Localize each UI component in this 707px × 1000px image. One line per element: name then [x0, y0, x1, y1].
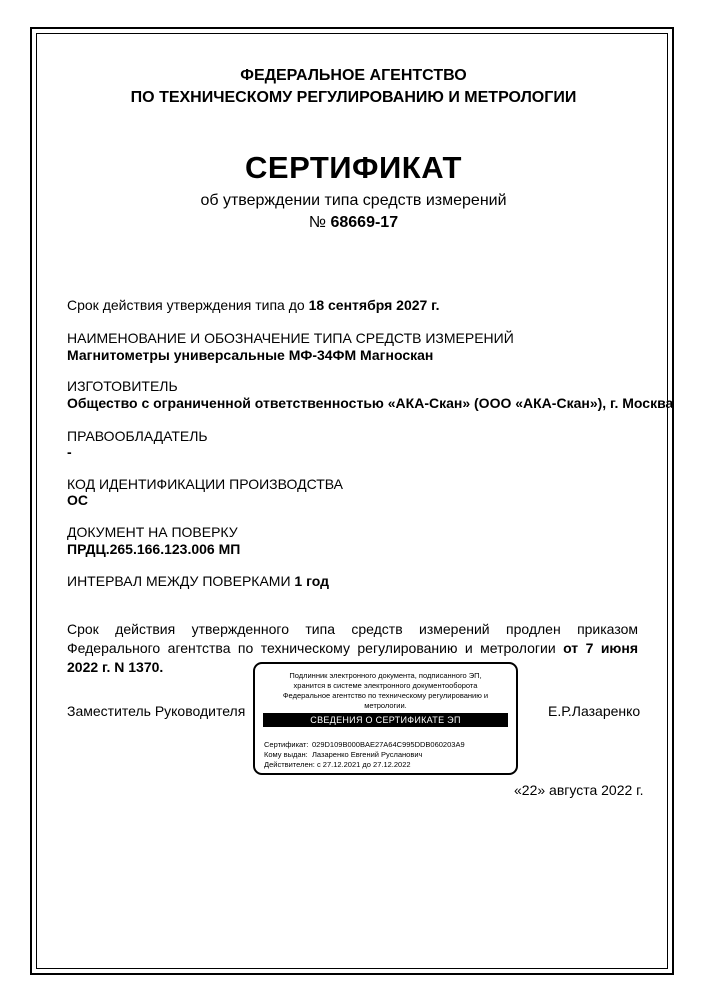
certificate-subtitle: об утверждении типа средств измерений — [200, 192, 507, 209]
agency-name-line-1: ФЕДЕРАЛЬНОЕ АГЕНТСТВО — [240, 67, 467, 84]
stamp-notice — [255, 671, 516, 711]
verification-doc-label: ДОКУМЕНТ НА ПОВЕРКУ — [67, 524, 238, 540]
verification-doc-value: ПРДЦ.265.166.123.006 МП — [67, 541, 241, 557]
stamp-issued-value: Лазаренко Евгений Русланович — [312, 750, 423, 759]
stamp-notice-line: хранится в системе электронного документооборота — [293, 681, 478, 690]
certificate-number-prefix: № — [308, 214, 331, 231]
stamp-valid-label: Действителен: — [264, 760, 315, 769]
electronic-signature-stamp — [253, 662, 518, 775]
rights-holder-value: - — [67, 444, 72, 460]
manufacturer-value: Общество с ограниченной ответственностью «АКА-Скан» (ООО «АКА-Скан»), г. Москва — [67, 395, 674, 411]
stamp-certificate-info — [264, 740, 465, 770]
interval-value: 1 год — [294, 573, 329, 589]
stamp-issued-label: Кому выдан: — [264, 750, 308, 759]
stamp-row-certificate — [264, 740, 465, 750]
stamp-valid-value: с 27.12.2021 до 27.12.2022 — [316, 760, 411, 769]
type-name-label: НАИМЕНОВАНИЕ И ОБОЗНАЧЕНИЕ ТИПА СРЕДСТВ ИЗМЕРЕНИЙ — [67, 330, 514, 346]
interval-label: ИНТЕРВАЛ МЕЖДУ ПОВЕРКАМИ — [67, 573, 295, 589]
validity-value: 18 сентября 2027 г. — [308, 297, 440, 313]
signer-role: Заместитель Руководителя — [67, 703, 246, 719]
issue-date: «22» августа 2022 г. — [514, 782, 644, 798]
type-name-value: Магнитометры универсальные МФ-34ФМ Магноскан — [67, 347, 434, 363]
stamp-row-valid — [264, 760, 465, 770]
extension-text: Срок действия утвержденного типа средств измерений продлен приказом Федерального агентства по техническому регулированию и метрологии — [67, 621, 638, 656]
certificate-number — [0, 214, 707, 232]
interval-line — [67, 573, 329, 590]
validity-label: Срок действия утверждения типа до — [67, 297, 309, 313]
certificate-title: СЕРТИФИКАТ — [245, 150, 462, 185]
extension-order: от 7 июня 2022 г. N 1370. — [67, 640, 639, 675]
production-code-label: КОД ИДЕНТИФИКАЦИИ ПРОИЗВОДСТВА — [67, 476, 343, 492]
signer-name: Е.Р.Лазаренко — [548, 703, 641, 719]
rights-holder-label: ПРАВООБЛАДАТЕЛЬ — [67, 428, 208, 444]
production-code-value: ОС — [67, 492, 88, 508]
stamp-row-issued — [264, 750, 465, 760]
stamp-notice-line: метрологии. — [364, 701, 407, 710]
stamp-cert-value: 029D109B000BAE27A64C995DDB060203A9 — [312, 740, 465, 749]
validity-line — [67, 297, 440, 314]
stamp-header-bar: СВЕДЕНИЯ О СЕРТИФИКАТЕ ЭП — [263, 713, 508, 727]
agency-name-line-2: ПО ТЕХНИЧЕСКОМУ РЕГУЛИРОВАНИЮ И МЕТРОЛОГИИ — [130, 89, 577, 106]
certificate-number-value: 68669-17 — [330, 214, 399, 231]
manufacturer-label: ИЗГОТОВИТЕЛЬ — [67, 378, 178, 394]
stamp-notice-line: Федеральное агентство по техническому регулированию и — [282, 691, 489, 700]
stamp-notice-line: Подлинник электронного документа, подписанного ЭП, — [289, 671, 482, 680]
stamp-cert-label: Сертификат: — [264, 740, 309, 749]
